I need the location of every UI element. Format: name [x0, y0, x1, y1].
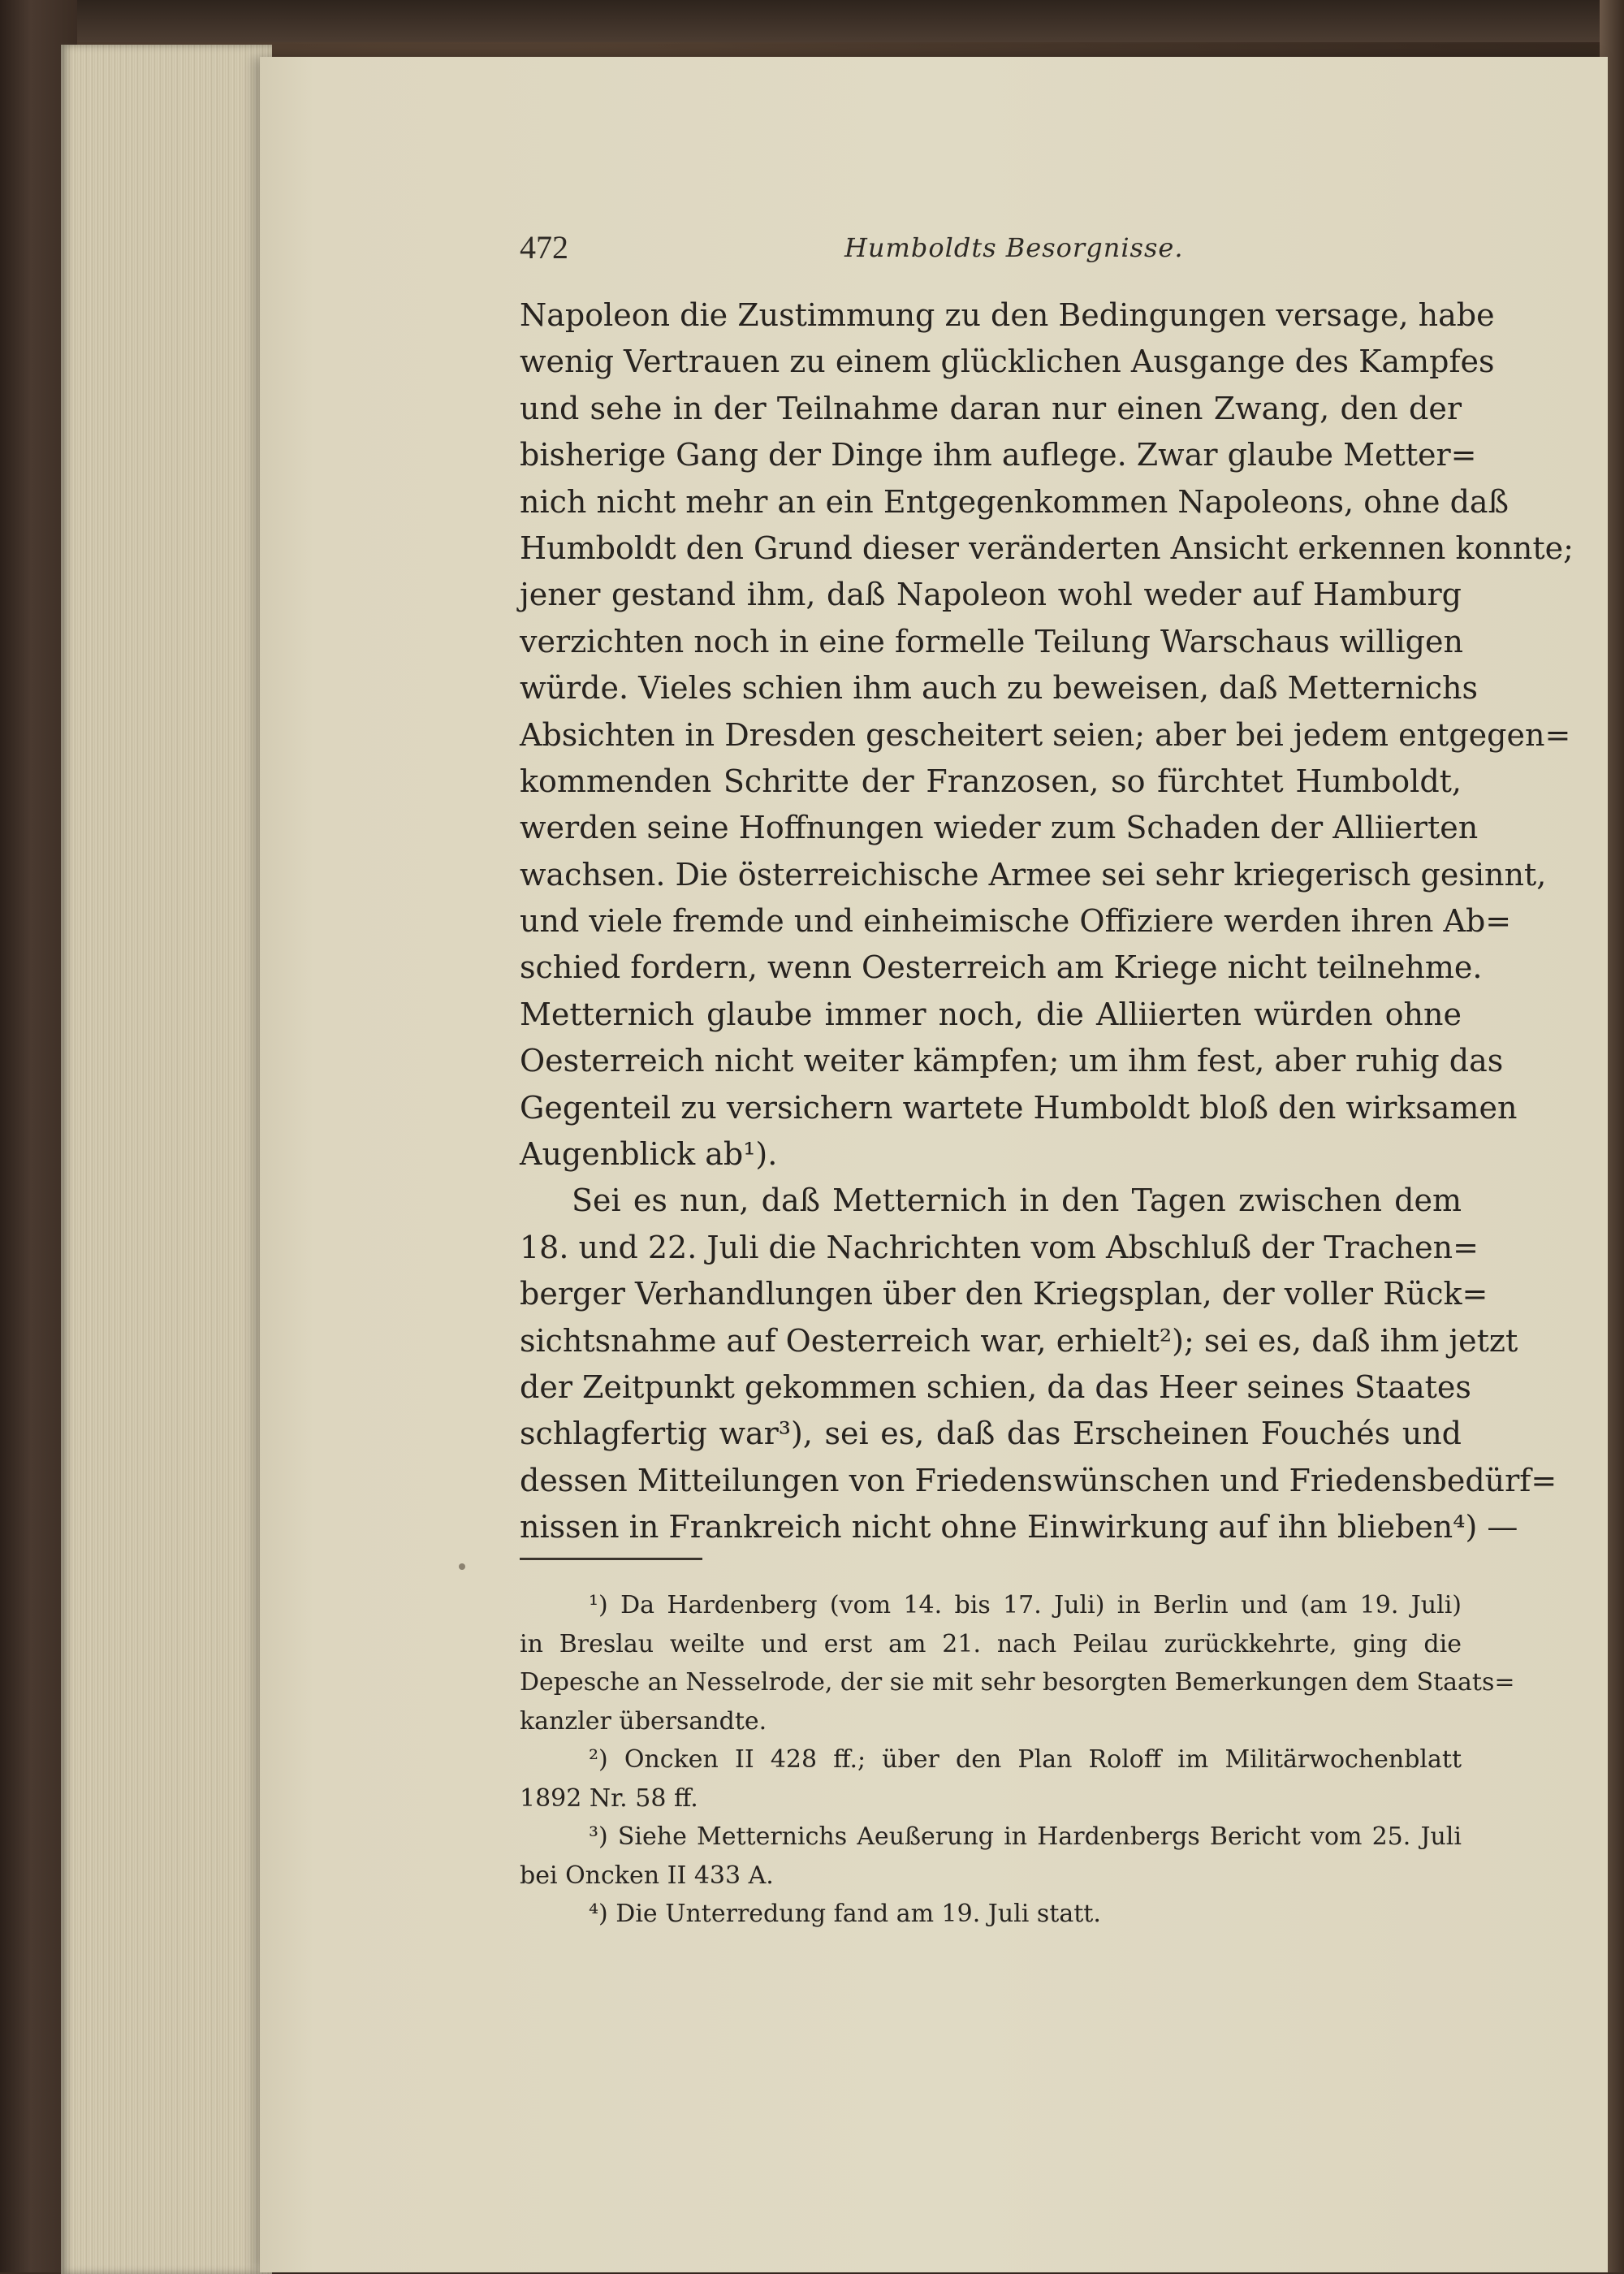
body-text — [520, 292, 1574, 1551]
text-line: dessen Mitteilungen von Friedenswünschen und Friedensbedürf= — [520, 1462, 1557, 1498]
book-cover-top-edge — [0, 0, 1624, 42]
text-line: würde. Vieles schien ihm auch zu beweisen, daß Metternichs — [520, 670, 1479, 707]
text-line: Metternich glaube immer noch, die Alliierten würden ohne — [520, 996, 1462, 1032]
text-line: wachsen. Die österreichische Armee sei sehr kriegerisch gesinnt, — [520, 856, 1547, 893]
text-line: der Zeitpunkt gekommen schien, da das Heer seines Staates — [520, 1368, 1471, 1405]
footnote-line: ²) Oncken II 428 ff.; über den Plan Roloff im Militärwochenblatt — [589, 1745, 1462, 1774]
text-line: Sei es nun, daß Metternich in den Tagen zwischen dem — [572, 1182, 1462, 1219]
footnote-line: ⁴) Die Unterredung fand am 19. Juli statt. — [589, 1900, 1101, 1928]
footnote-line: ¹) Da Hardenberg (vom 14. bis 17. Juli) in Berlin und (am 19. Juli) — [589, 1591, 1462, 1619]
text-line: und viele fremde und einheimische Offiziere werden ihren Ab= — [520, 903, 1512, 940]
text-line: sichtsnahme auf Oesterreich war, erhielt²); sei es, daß ihm jetzt — [520, 1322, 1518, 1359]
text-line: schied fordern, wenn Oesterreich am Kriege nicht teilnehme. — [520, 949, 1483, 986]
text-line: Napoleon die Zustimmung zu den Bedingungen versage, habe — [520, 297, 1495, 333]
text-line: nissen in Frankreich nicht ohne Einwirkung auf ihn blieben⁴) — — [520, 1509, 1518, 1546]
text-line: nich nicht mehr an ein Entgegenkommen Napoleons, ohne daß — [520, 483, 1509, 520]
text-line: berger Verhandlungen über den Kriegsplan, der voller Rück= — [520, 1276, 1488, 1312]
text-line: 18. und 22. Juli die Nachrichten vom Abschluß der Trachen= — [520, 1229, 1479, 1265]
footnote-line: 1892 Nr. 58 ff. — [520, 1783, 698, 1813]
page-edges — [61, 45, 272, 2274]
text-line: jener gestand ihm, daß Napoleon wohl weder auf Hamburg — [520, 577, 1462, 613]
paper-speck — [459, 1563, 465, 1570]
text-line: Gegenteil zu versichern wartete Humboldt bloß den wirksamen — [520, 1089, 1518, 1126]
footnote-line: bei Oncken II 433 A. — [520, 1861, 774, 1890]
text-line: werden seine Hoffnungen wieder zum Schaden der Alliierten — [520, 810, 1479, 846]
text-line: Humboldt den Grund dieser veränderten Ansicht erkennen konnte; — [520, 530, 1574, 566]
text-line: Oesterreich nicht weiter kämpfen; um ihm fest, aber ruhig das — [520, 1043, 1504, 1079]
text-line: bisherige Gang der Dinge ihm auflege. Zwar glaube Metter= — [520, 437, 1477, 473]
text-line: kommenden Schritte der Franzosen, so fürchtet Humboldt, — [520, 763, 1462, 799]
text-line: wenig Vertrauen zu einem glücklichen Ausgange des Kampfes — [520, 344, 1495, 380]
footnote-line: in Breslau weilte und erst am 21. nach Peilau zurückkehrte, ging die — [520, 1629, 1462, 1658]
text-line: Absichten in Dresden gescheitert seien; aber bei jedem entgegen= — [520, 716, 1571, 753]
footnote-line: Depesche an Nesselrode, der sie mit sehr besorgten Bemerkungen dem Staats= — [520, 1668, 1515, 1697]
footnote-line: kanzler übersandte. — [520, 1706, 767, 1736]
text-line: Augenblick ab¹). — [520, 1136, 778, 1173]
text-line: schlagfertig war³), sei es, daß das Erscheinen Fouchés und — [520, 1416, 1462, 1452]
footnotes — [520, 1586, 1515, 1934]
page-number: 472 — [520, 229, 568, 266]
footnote-line: ³) Siehe Metternichs Aeußerung in Hardenbergs Bericht vom 25. Juli — [589, 1822, 1462, 1851]
text-line: und sehe in der Teilnahme daran nur einen Zwang, den der — [520, 390, 1462, 426]
footnote-divider — [520, 1558, 702, 1560]
running-head: Humboldts Besorgnisse. — [844, 232, 1184, 263]
page-header — [520, 223, 1470, 272]
text-line: verzichten noch in eine formelle Teilung Warschaus willigen — [520, 623, 1463, 659]
